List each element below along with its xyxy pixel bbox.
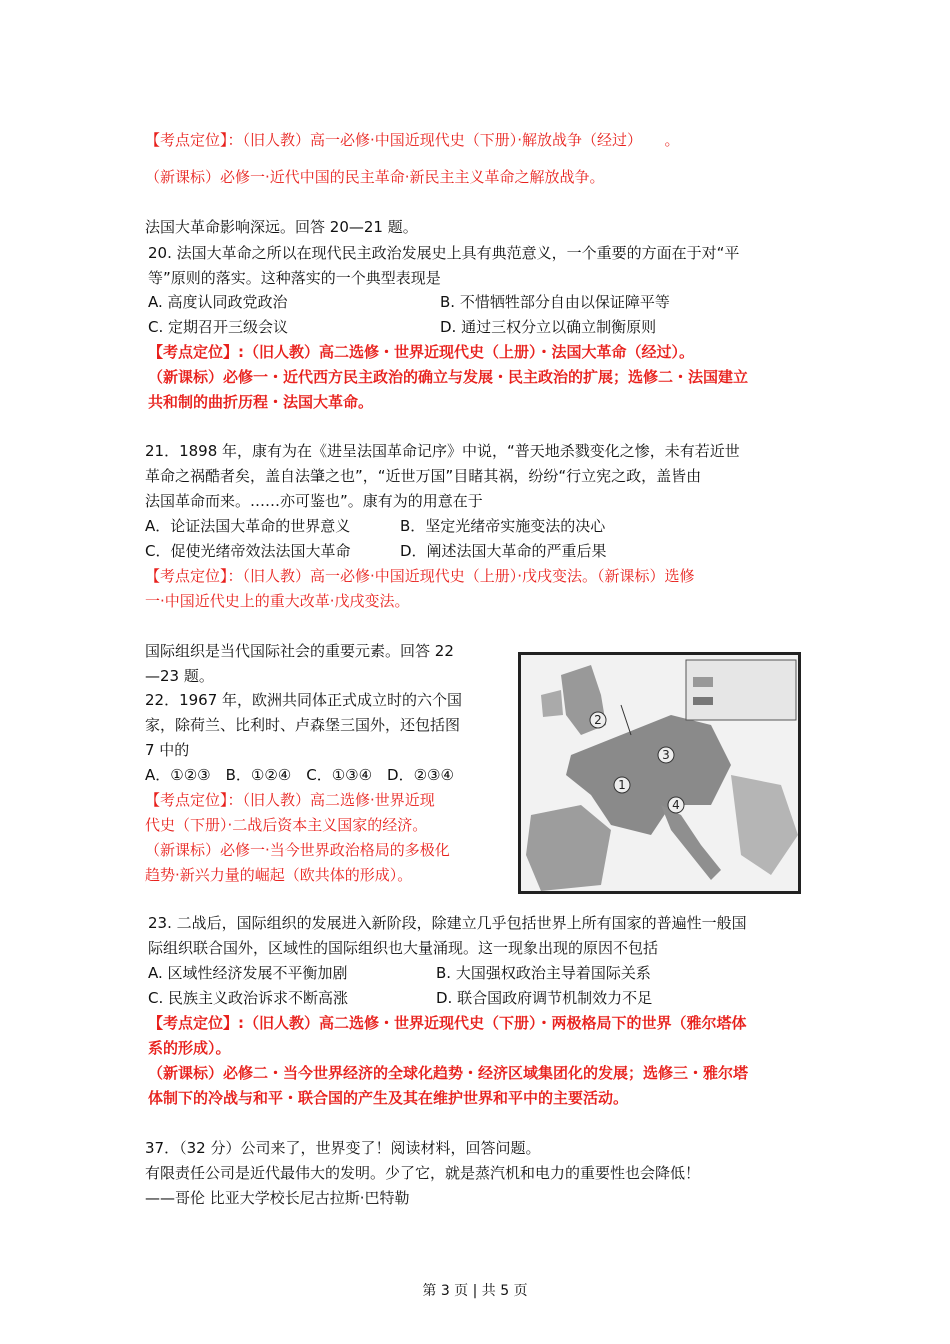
q23-option-a: A. 区域性经济发展不平衡加剧 <box>148 964 348 982</box>
q20-stem2: 等”原则的落实。这种落实的一个典型表现是 <box>148 269 441 287</box>
svg-text:2: 2 <box>594 713 602 727</box>
q20-note3: 共和制的曲折历程・法国大革命。 <box>148 393 374 411</box>
q22-stem3: 7 中的 <box>145 741 190 759</box>
q20-note1: 【考点定位】:（旧人教）高二选修・世界近现代史（上册）・法国大革命（经过）。 <box>148 343 695 361</box>
q21-note1: 【考点定位】：（旧人教）高一必修·中国近现代史（上册）·戊戌变法。（新课标）选修 <box>145 567 695 585</box>
q21-option-b: B．坚定光绪帝实施变法的决心 <box>400 517 606 535</box>
q21-option-a: A．论证法国大革命的世界意义 <box>145 517 351 535</box>
q23-option-b: B. 大国强权政治主导着国际关系 <box>436 964 651 982</box>
q22-intro1: 国际组织是当代国际社会的重要元素。回答 22 <box>145 642 454 660</box>
q22-stem2: 家，除荷兰、比利时、卢森堡三国外，还包括图 <box>145 716 461 734</box>
q23-note3: （新课标）必修二・当今世界经济的全球化趋势・经济区域集团化的发展；选修三・雅尔塔 <box>148 1064 749 1082</box>
svg-text:1: 1 <box>618 778 626 792</box>
q37-stem: 37．（32 分）公司来了，世界变了！阅读材料，回答问题。 <box>145 1139 541 1157</box>
q23-option-c: C. 民族主义政治诉求不断高涨 <box>148 989 349 1007</box>
page-footer: 第 3 页 | 共 5 页 <box>422 1283 528 1299</box>
q23-note2: 系的形成）。 <box>148 1039 231 1057</box>
q20-option-a: A. 高度认同政党政治 <box>148 293 288 311</box>
q22-note3: （新课标）必修一·当今世界政治格局的多极化 <box>145 841 450 859</box>
map-legend-box <box>686 660 796 720</box>
q22-stem1: 22．1967 年，欧洲共同体正式成立时的六个国 <box>145 691 463 709</box>
q22-note4: 趋势·新兴力量的崛起（欧共体的形成）。 <box>145 866 413 884</box>
q22-note1: 【考点定位】：（旧人教）高二选修·世界近现 <box>145 791 435 809</box>
q22-intro2: —23 题。 <box>145 667 214 685</box>
q23-stem1: 23. 二战后，国际组织的发展进入新阶段，除建立几乎包括世界上所有国家的普遍性一般国 <box>148 914 747 932</box>
q21-stem1: 21．1898 年，康有为在《进呈法国革命记序》中说，“普天地杀戮变化之惨，未有若近世 <box>145 442 740 460</box>
q21-stem3: 法国革命而来。……亦可鉴也”。康有为的用意在于 <box>145 492 483 510</box>
q20-note2: （新课标）必修一・近代西方民主政治的确立与发展・民主政治的扩展；选修二・法国建立 <box>148 368 749 386</box>
q20-stem1: 20. 法国大革命之所以在现代民主政治发展史上具有典范意义，一个重要的方面在于对“平 <box>148 244 740 262</box>
q20-option-b: B. 不惜牺牲部分自由以保证障平等 <box>440 293 670 311</box>
q21-note2: 一·中国近代史上的重大改革·戊戌变法。 <box>145 592 410 610</box>
europe-map-figure <box>518 652 801 894</box>
intro-20-21: 法国大革命影响深远。回答 20—21 题。 <box>145 218 418 236</box>
svg-text:4: 4 <box>672 798 680 812</box>
q20-option-c: C. 定期召开三级会议 <box>148 318 289 336</box>
q21-option-d: D．阐述法国大革命的严重后果 <box>400 542 607 560</box>
q37-quote: 有限责任公司是近代最伟大的发明。少了它，就是蒸汽机和电力的重要性也会降低！ <box>145 1164 701 1182</box>
q23-note1: 【考点定位】:（旧人教）高二选修・世界近现代史（下册）・两极格局下的世界（雅尔塔体 <box>148 1014 747 1032</box>
q21-stem2: 革命之祸酷者矣，盖自法肇之也”，“近世万国”目睹其祸，纷纷“行立宪之政，盖皆由 <box>145 467 702 485</box>
svg-text:3: 3 <box>662 748 670 762</box>
q23-stem2: 际组织联合国外，区域性的国际组织也大量涌现。这一现象出现的原因不包括 <box>148 939 659 957</box>
q19-note-line2: （新课标）必修一·近代中国的民主革命·新民主主义革命之解放战争。 <box>145 168 605 186</box>
europe-map-drawing <box>521 655 798 891</box>
q22-note2: 代史（下册）·二战后资本主义国家的经济。 <box>145 816 428 834</box>
q37-source: ——哥伦 比亚大学校长尼古拉斯·巴特勒 <box>145 1189 410 1207</box>
q19-note-line1: 【考点定位】：（旧人教）高一必修·中国近现代史（下册）·解放战争（经过） 。 <box>145 131 680 149</box>
q21-option-c: C．促使光绪帝效法法国大革命 <box>145 542 351 560</box>
q20-option-d: D. 通过三权分立以确立制衡原则 <box>440 318 657 336</box>
q23-note4: 体制下的冷战与和平・联合国的产生及其在维护世界和平中的主要活动。 <box>148 1089 629 1107</box>
q23-option-d: D. 联合国政府调节机制效力不足 <box>436 989 653 1007</box>
q22-options: A．①②③ B．①②④ C．①③④ D．②③④ <box>145 766 454 784</box>
